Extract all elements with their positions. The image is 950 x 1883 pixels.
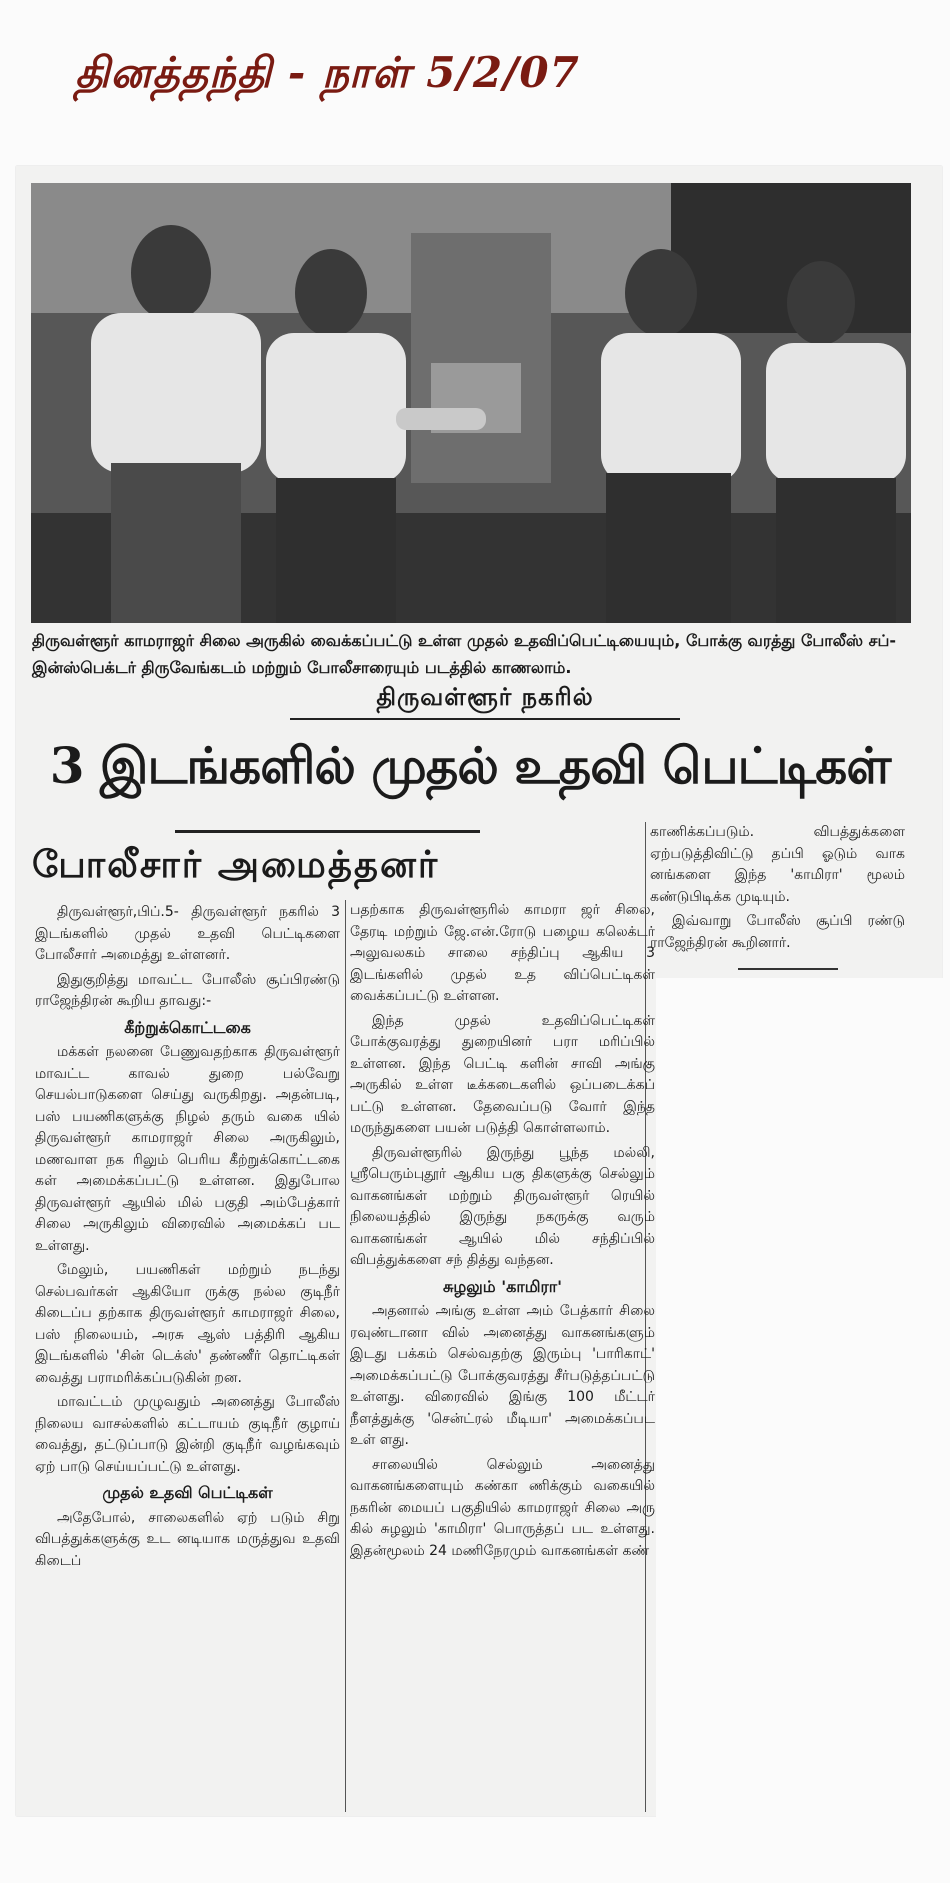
article-paragraph: மேலும், பயணிகள் மற்றும் நடந்து செல்பவர்கள் ஆகியோ ருக்கு நல்ல குடிநீர் கிடைப்ப தற்காக திருவள்ளூர் காமராஜர் சிலை, பஸ் நிலையம், அரசு ஆஸ் பத்திரி ஆகிய இடங்களில் 'சின் டெக்ஸ்' தண்ணீர் தொட்டிகள் வைத்து பராமரிக்கப்படுகின் றன. bbox=[35, 1262, 340, 1386]
sub-headline: போலீசார் அமைத்தனர் bbox=[32, 842, 440, 886]
section-heading: சுழலும் 'காமிரா' bbox=[442, 1276, 562, 1296]
article-paragraph: இவ்வாறு போலீஸ் சூப்பி ரண்டு ராஜேந்திரன் கூறினார். bbox=[650, 913, 905, 951]
article-paragraph: இதுகுறித்து மாவட்ட போலீஸ் சூப்பிரண்டு ராஜேந்திரன் கூறிய தாவது:- bbox=[35, 971, 340, 1009]
article-column-2 bbox=[350, 900, 655, 1565]
article-paragraph: மக்கள் நலனை பேணுவதற்காக திருவள்ளூர் மாவட்ட காவல் துறை பல்வேறு செயல்பாடுகளை செய்து வருகிறது. அதன்படி, பஸ் பயணிகளுக்கு நிழல் தரும் வகை யில் திருவள்ளூர் காமராஜர் சிலை அருகிலும், மணவாள நக ரிலும் பெரிய கீற்றுக்கொட்டகை கள் அமைக்கப்பட்டு உள்ளன. இதுபோல திருவள்ளூர் ஆயில் மில் பகுதி அம்பேத்கார் சிலை அருகிலும் விரைவில் அமைக்கப் பட உள்ளது. bbox=[35, 1044, 340, 1254]
article-paragraph: திருவள்ளூரில் இருந்து பூந்த மல்லி, ஸ்ரீபெரும்புதூர் ஆகிய பகு திகளுக்கு செல்லும் வாகனங்கள் மற்றும் திருவள்ளூர் ரெயில் நிலையத்தில் இருந்து நகருக்கு வரும் வாகனங்கள் ஆயில் மில் சந்திப்பில் விபத்துக்களை சந் தித்து வந்தன. bbox=[350, 1144, 655, 1268]
article-paragraph: காணிக்கப்படும். விபத்துக்களை ஏற்படுத்திவிட்டு தப்பி ஓடும் வாக னங்களை இந்த 'காமிரா' மூலம் கண்டுபிடிக்க முடியும். bbox=[650, 824, 905, 905]
article-paragraph: அதனால் அங்கு உள்ள அம் பேத்கார் சிலை ரவுண்டானா வில் அனைத்து வாகனங்களும் இடது பக்கம் செல்வதற்கு இரும்பு 'பாரிகாட்' அமைக்கப்பட்டு போக்குவரத்து சீர்படுத்தப்பட்டு உள்ளது. விரைவில் இங்கு 100 மீட்டர் நீளத்துக்கு 'சென்ட்ரல் மீடியா' அமைக்கப்பட உள் ளது. bbox=[350, 1303, 655, 1448]
headline-divider bbox=[175, 830, 480, 833]
photo-illustration bbox=[31, 183, 911, 623]
handwritten-source-note: தினத்தந்தி - நாள் 5/2/07 bbox=[75, 48, 580, 97]
photo-caption: திருவள்ளூர் காமராஜர் சிலை அருகில் வைக்கப்பட்டு உள்ள முதல் உதவிப்பெட்டியையும், போக்கு வரத்து போலீஸ் சப்-இன்ஸ்பெக்டர் திருவேங்கடம் மற்றும் போலீசாரையும் படத்தில் காணலாம். bbox=[32, 631, 897, 677]
blank-area bbox=[656, 978, 950, 1883]
article-end-rule bbox=[738, 968, 838, 970]
section-heading: முதல் உதவி பெட்டிகள் bbox=[102, 1483, 273, 1502]
article-paragraph: அதேபோல், சாலைகளில் ஏற் படும் சிறு விபத்துக்களுக்கு உட னடியாக மருத்துவ உதவி கிடைப் bbox=[35, 1509, 340, 1569]
news-photo bbox=[31, 183, 911, 623]
kicker-headline: திருவள்ளூர் நகரில் bbox=[290, 683, 680, 720]
article-column-1 bbox=[35, 902, 340, 1575]
article-paragraph: திருவள்ளூர்,பிப்.5- திருவள்ளூர் நகரில் 3 இடங்களில் முதல் உதவி பெட்டிகளை போலீசார் அமைத்து உள்ளனர். bbox=[35, 904, 340, 963]
article-paragraph: பதற்காக திருவள்ளூரில் காமரா ஜர் சிலை, தேரடி மற்றும் ஜே.என்.ரோடு பழைய கலெக்டர் அலுவலகம் சாலை சந்திப்பு ஆகிய 3 இடங்களில் முதல் உத விப்பெட்டிகள் வைக்கப்பட்டு உள்ளன. bbox=[350, 902, 655, 1004]
article-paragraph: இந்த முதல் உதவிப்பெட்டிகள் போக்குவரத்து துறையினர் பரா மரிப்பில் உள்ளன. இந்த பெட்டி களின் சாவி அங்கு அருகில் உள்ள டீக்கடைகளில் ஒப்படைக்கப் பட்டு உள்ளன. தேவைப்படு வோர் இந்த மருந்துகளை பயன் படுத்தி கொள்ளலாம். bbox=[350, 1012, 655, 1136]
article-column-3 bbox=[650, 822, 905, 957]
column-divider bbox=[345, 900, 346, 1812]
article-paragraph: மாவட்டம் முழுவதும் அனைத்து போலீஸ் நிலைய வாசல்களில் கட்டாயம் குடிநீர் குழாய் வைத்து, தட்டுப்பாடு இன்றி குடிநீர் வழங்கவும் ஏற் பாடு செய்யப்பட்டு உள்ளது. bbox=[35, 1394, 340, 1475]
section-heading: கீற்றுக்கொட்டகை bbox=[124, 1017, 251, 1037]
main-headline: 3 இடங்களில் முதல் உதவி பெட்டிகள் bbox=[49, 736, 891, 795]
article-paragraph: சாலையில் செல்லும் அனைத்து வாகனங்களையும் கண்கா ணிக்கும் வகையில் நகரின் மையப் பகுதியில் காமராஜர் சிலை அரு கில் சுழலும் 'காமிரா' பொருத்தப் பட உள்ளது. இதன்மூலம் 24 மணிநேரமும் வாகனங்கள் கண் bbox=[350, 1456, 655, 1559]
